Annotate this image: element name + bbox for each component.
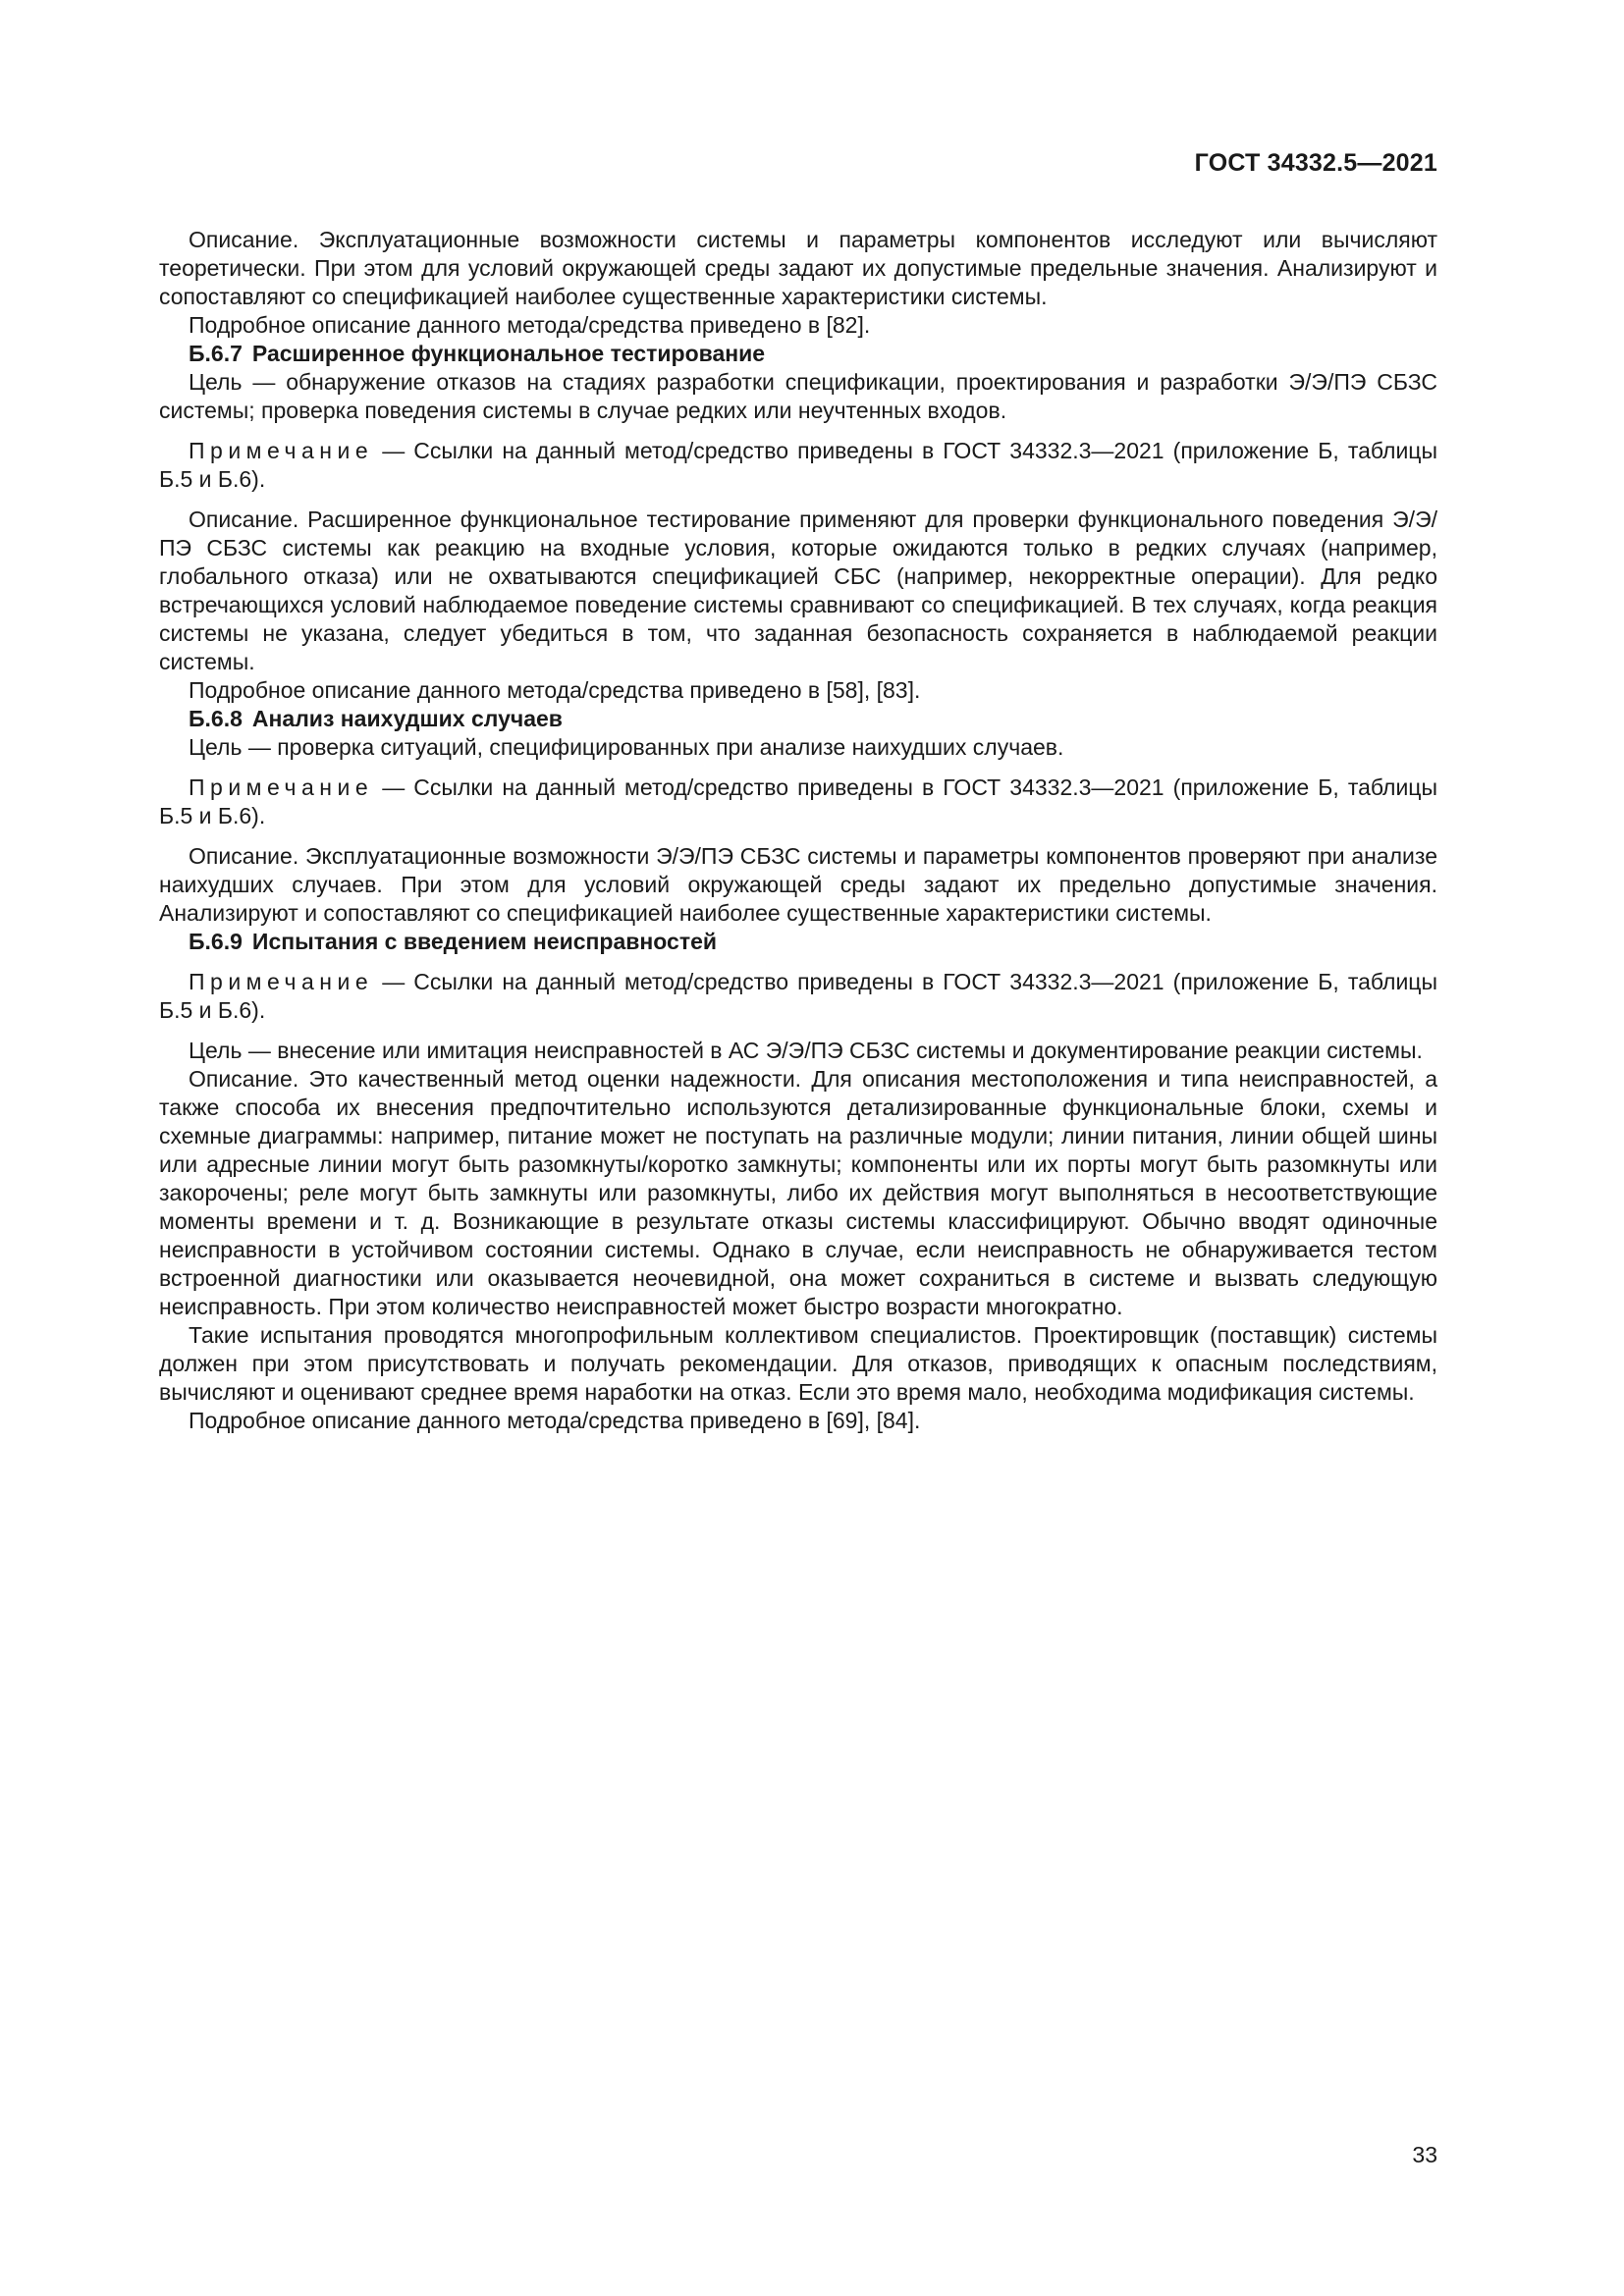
section-note (159, 437, 1437, 494)
document-body (159, 226, 1437, 1435)
note-label: Примечание (189, 438, 374, 463)
note-label: Примечание (189, 774, 374, 800)
section-description: Описание. Расширенное функциональное тестирование применяют для проверки функционального поведения Э/Э/ПЭ СБЗС системы как реакцию на входные условия, которые ожидаются только в редких случаях (например, глобального отказа) или не охватываются спецификацией СБС (например, некорректные операции). Для редко встречающихся условий наблюдаемое поведение системы сравнивают со спецификацией. В тех случаях, когда реакция системы не указана, следует убедиться в том, что заданная безопасность сохраняется в наблюдаемой реакции системы. (159, 507, 1437, 674)
note-text: — Ссылки на данный метод/средство приведены в ГОСТ 34332.3—2021 (приложение Б, таблицы Б.5 и Б.6). (159, 969, 1437, 1023)
note-text: — Ссылки на данный метод/средство приведены в ГОСТ 34332.3—2021 (приложение Б, таблицы Б.5 и Б.6). (159, 774, 1437, 828)
section-title: Анализ наихудших случаев (251, 706, 563, 731)
section-goal: Цель — обнаружение отказов на стадиях разработки спецификации, проектирования и разработки Э/Э/ПЭ СБЗС системы; проверка поведения системы в случае редких или неучтенных входов. (159, 369, 1437, 423)
section-goal: Цель — внесение или имитация неисправностей в АС Э/Э/ПЭ СБЗС системы и документирование реакции системы. (189, 1038, 1423, 1063)
section-reference: Подробное описание данного метода/средства приведено в [58], [83]. (189, 677, 921, 703)
document-code-header: ГОСТ 34332.5—2021 (1194, 149, 1437, 177)
intro-reference: Подробное описание данного метода/средства приведено в [82]. (189, 312, 871, 338)
page-number: 33 (1412, 2142, 1437, 2167)
section-note (159, 774, 1437, 830)
section-number: Б.6.7 (189, 341, 243, 366)
section-heading-b667 (159, 340, 1437, 368)
section-number: Б.6.9 (189, 929, 243, 954)
note-text: — Ссылки на данный метод/средство приведены в ГОСТ 34332.3—2021 (приложение Б, таблицы Б.5 и Б.6). (159, 438, 1437, 492)
section-note (159, 968, 1437, 1025)
note-label: Примечание (189, 969, 374, 994)
section-tests: Такие испытания проводятся многопрофильным коллективом специалистов. Проектировщик (поставщик) системы должен при этом присутствовать и получать рекомендации. Для отказов, приводящих к опасным последствиям, вычисляют и оценивают среднее время наработки на отказ. Если это время мало, необходима модификация системы. (159, 1322, 1437, 1405)
section-goal: Цель — проверка ситуаций, специфицированных при анализе наихудших случаев. (189, 734, 1064, 760)
section-heading-b669 (159, 928, 1437, 956)
section-description: Описание. Это качественный метод оценки надежности. Для описания местоположения и типа неисправностей, а также способа их внесения предпочтительно используются детализированные функциональные блоки, схемы и схемные диаграммы: например, питание может не поступать на различные модули; линии питания, линии общей шины или адресные линии могут быть разомкнуты/коротко замкнуты; компоненты или их порты могут быть разомкнуты или закорочены; реле могут быть замкнуты или разомкнуты, либо их действия могут выполняться в несоответствующие моменты времени и т. д. Возникающие в результате отказы системы классифицируют. Обычно вводят одиночные неисправности в устойчивом состоянии системы. Однако в случае, если неисправность не обнаруживается тестом встроенной диагностики или оказывается неочевидной, она может сохраниться в системе и вызвать следующую неисправность. При этом количество неисправностей может быстро возрасти многократно. (159, 1066, 1437, 1319)
section-description: Описание. Эксплуатационные возможности Э/Э/ПЭ СБЗС системы и параметры компонентов проверяют при анализе наихудших случаев. При этом для условий окружающей среды задают их предельно допустимые значения. Анализируют и сопоставляют со спецификацией наиболее существенные характеристики системы. (159, 843, 1437, 926)
intro-description: Описание. Эксплуатационные возможности системы и параметры компонентов исследуют или вычисляют теоретически. При этом для условий окружающей среды задают их допустимые предельные значения. Анализируют и сопоставляют со спецификацией наиболее существенные характеристики системы. (159, 227, 1437, 309)
section-reference: Подробное описание данного метода/средства приведено в [69], [84]. (189, 1408, 921, 1433)
section-title: Испытания с введением неисправностей (251, 929, 718, 954)
section-title: Расширенное функциональное тестирование (251, 341, 766, 366)
section-heading-b668 (159, 705, 1437, 733)
section-number: Б.6.8 (189, 706, 243, 731)
